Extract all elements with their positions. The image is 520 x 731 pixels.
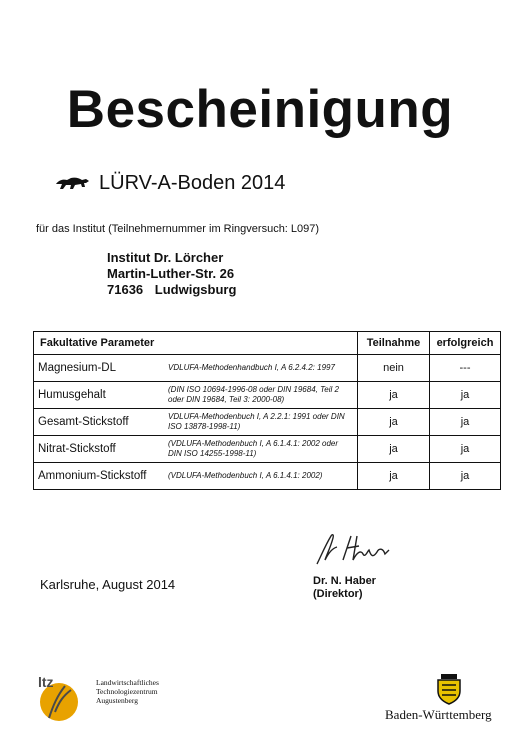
ltz-line-3: Augustenberg	[96, 696, 138, 705]
parameter-cell	[34, 382, 358, 409]
parameter-name: Magnesium-DL	[38, 362, 116, 374]
ltz-logo-icon	[35, 672, 87, 722]
parameter-cell	[34, 436, 358, 463]
parameter-reference: VDLUFA-Methodenbuch I, A 2.2.1: 1991 oder DIN ISO 13878-1998-11)	[168, 412, 345, 431]
parameter-reference: (DIN ISO 10694-1996-08 oder DIN 19684, Teil 2 oder DIN 19684, Teil 3: 2000-08)	[168, 385, 339, 404]
parameter-name: Ammonium-Stickstoff	[38, 470, 147, 482]
header-participation: Teilnahme	[358, 332, 430, 355]
header-parameter: Fakultative Parameter	[34, 332, 358, 355]
signer-block	[313, 575, 376, 601]
parameter-cell	[34, 355, 358, 382]
signer-role: (Direktor)	[313, 588, 363, 600]
success-value: ---	[430, 355, 501, 382]
ltz-line-1: Landwirtschaftliches	[96, 678, 159, 687]
success-value: ja	[430, 382, 501, 409]
signer-name: Dr. N. Haber	[313, 575, 376, 587]
ltz-line-2: Technologiezentrum	[96, 687, 158, 696]
bw-name: Baden-Württemberg	[385, 707, 492, 722]
document-title: Bescheinigung	[66, 80, 454, 139]
institute-city-line	[107, 282, 236, 298]
success-value: ja	[430, 463, 501, 490]
parameter-reference: VDLUFA-Methodenhandbuch I, A 6.2.4.2: 1997	[168, 363, 335, 372]
parameter-reference: (VDLUFA-Methodenbuch I, A 6.1.4.1: 2002)	[168, 471, 323, 480]
table-row	[34, 409, 501, 436]
parameter-reference: (VDLUFA-Methodenbuch I, A 6.1.4.1: 2002 oder DIN ISO 14255-1998-11)	[168, 439, 339, 458]
participation-value: ja	[358, 382, 430, 409]
success-value: ja	[430, 436, 501, 463]
institute-name: Institut Dr. Lörcher	[107, 250, 224, 265]
participation-value: nein	[358, 355, 430, 382]
success-value: ja	[430, 409, 501, 436]
participation-value: ja	[358, 409, 430, 436]
institute-city: Ludwigsburg	[154, 282, 237, 297]
place-date: Karlsruhe, August 2014	[40, 577, 176, 592]
parameter-name: Humusgehalt	[38, 389, 106, 401]
signature	[313, 530, 393, 568]
subtitle-row	[55, 170, 285, 196]
table-header-row	[34, 332, 501, 355]
institute-zip: 71636	[107, 282, 144, 297]
intro-text: für das Institut (Teilnehmernummer im Ringversuch: L097)	[36, 223, 320, 235]
lion-icon	[55, 174, 91, 192]
bw-crest-icon	[434, 673, 464, 705]
table-row	[34, 355, 501, 382]
parameter-name: Nitrat-Stickstoff	[38, 443, 116, 455]
parameter-cell	[34, 463, 358, 490]
institute-street: Martin-Luther-Str. 26	[107, 266, 235, 281]
participation-value: ja	[358, 436, 430, 463]
header-success: erfolgreich	[430, 332, 501, 355]
table-row	[34, 382, 501, 409]
ltz-logo-text	[96, 678, 159, 705]
table-row	[34, 463, 501, 490]
subtitle: LÜRV-A-Boden 2014	[99, 172, 286, 194]
ltz-mark: ltz	[38, 674, 54, 690]
parameters-table	[33, 331, 501, 490]
parameter-name: Gesamt-Stickstoff	[38, 416, 129, 428]
table-row	[34, 436, 501, 463]
participation-value: ja	[358, 463, 430, 490]
parameter-cell	[34, 409, 358, 436]
